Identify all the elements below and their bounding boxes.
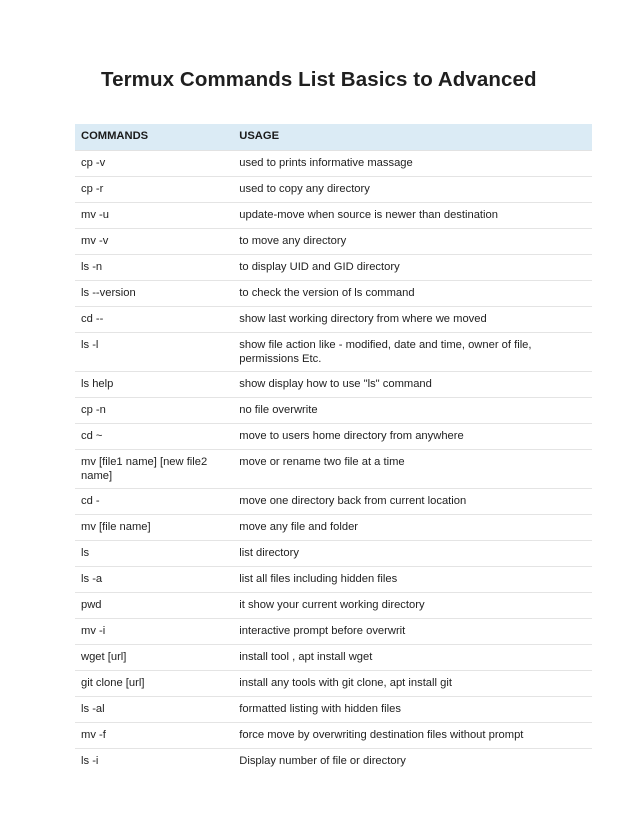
command-cell: ls help [75,372,233,398]
command-cell: mv -u [75,203,233,229]
table-body [75,151,592,775]
usage-cell: to display UID and GID directory [233,255,592,281]
table-row [75,619,592,645]
command-cell: mv -f [75,723,233,749]
column-header-usage: USAGE [233,124,592,151]
usage-cell: update-move when source is newer than destination [233,203,592,229]
table-row [75,450,592,489]
command-cell: cp -v [75,151,233,177]
usage-cell: used to prints informative massage [233,151,592,177]
usage-cell: move or rename two file at a time [233,450,592,489]
page-title: Termux Commands List Basics to Advanced [101,68,537,91]
table-row [75,671,592,697]
usage-cell: install tool , apt install wget [233,645,592,671]
usage-cell: move to users home directory from anywhere [233,424,592,450]
usage-cell: formatted listing with hidden files [233,697,592,723]
command-cell: cd - [75,489,233,515]
usage-cell: force move by overwriting destination files without prompt [233,723,592,749]
usage-cell: move any file and folder [233,515,592,541]
table-row [75,515,592,541]
table-row [75,593,592,619]
command-cell: ls -al [75,697,233,723]
usage-cell: to check the version of ls command [233,281,592,307]
command-cell: cp -r [75,177,233,203]
usage-cell: show last working directory from where we moved [233,307,592,333]
table-row [75,398,592,424]
table-row [75,372,592,398]
command-cell: pwd [75,593,233,619]
usage-cell: no file overwrite [233,398,592,424]
table-row [75,489,592,515]
table-row [75,749,592,775]
command-cell: ls -a [75,567,233,593]
usage-cell: it show your current working directory [233,593,592,619]
usage-cell: show file action like - modified, date and time, owner of file, permissions Etc. [233,333,592,372]
table-header-row [75,124,592,151]
usage-cell: interactive prompt before overwrit [233,619,592,645]
usage-cell: move one directory back from current location [233,489,592,515]
usage-cell: show display how to use "ls" command [233,372,592,398]
table-row [75,541,592,567]
table-row [75,567,592,593]
usage-cell: used to copy any directory [233,177,592,203]
table-row [75,424,592,450]
command-cell: cd -- [75,307,233,333]
table-row [75,645,592,671]
command-cell: ls -i [81,755,99,767]
usage-cell: list directory [233,541,592,567]
table-row [75,177,592,203]
command-cell: mv -v [75,229,233,255]
table-row [75,697,592,723]
table-row [75,151,592,177]
command-cell: mv [file1 name] [new file2 name] [75,450,233,489]
table-row [75,255,592,281]
command-cell: ls [75,541,233,567]
command-cell: ls -l [75,333,233,372]
command-cell: mv -i [75,619,233,645]
command-cell: wget [url] [75,645,233,671]
table-row [75,333,592,372]
usage-cell: list all files including hidden files [233,567,592,593]
command-cell: ls -n [75,255,233,281]
command-cell: cd ~ [75,424,233,450]
usage-cell: Display number of file or directory [239,755,406,767]
command-cell: git clone [url] [75,671,233,697]
table-row [75,723,592,749]
table-row [75,307,592,333]
table-row [75,229,592,255]
commands-table [75,124,592,775]
column-header-commands: COMMANDS [75,124,233,151]
usage-cell: install any tools with git clone, apt install git [233,671,592,697]
table-row [75,281,592,307]
command-cell: ls --version [75,281,233,307]
table-row [75,203,592,229]
command-cell: cp -n [75,398,233,424]
command-cell: mv [file name] [75,515,233,541]
usage-cell: to move any directory [233,229,592,255]
